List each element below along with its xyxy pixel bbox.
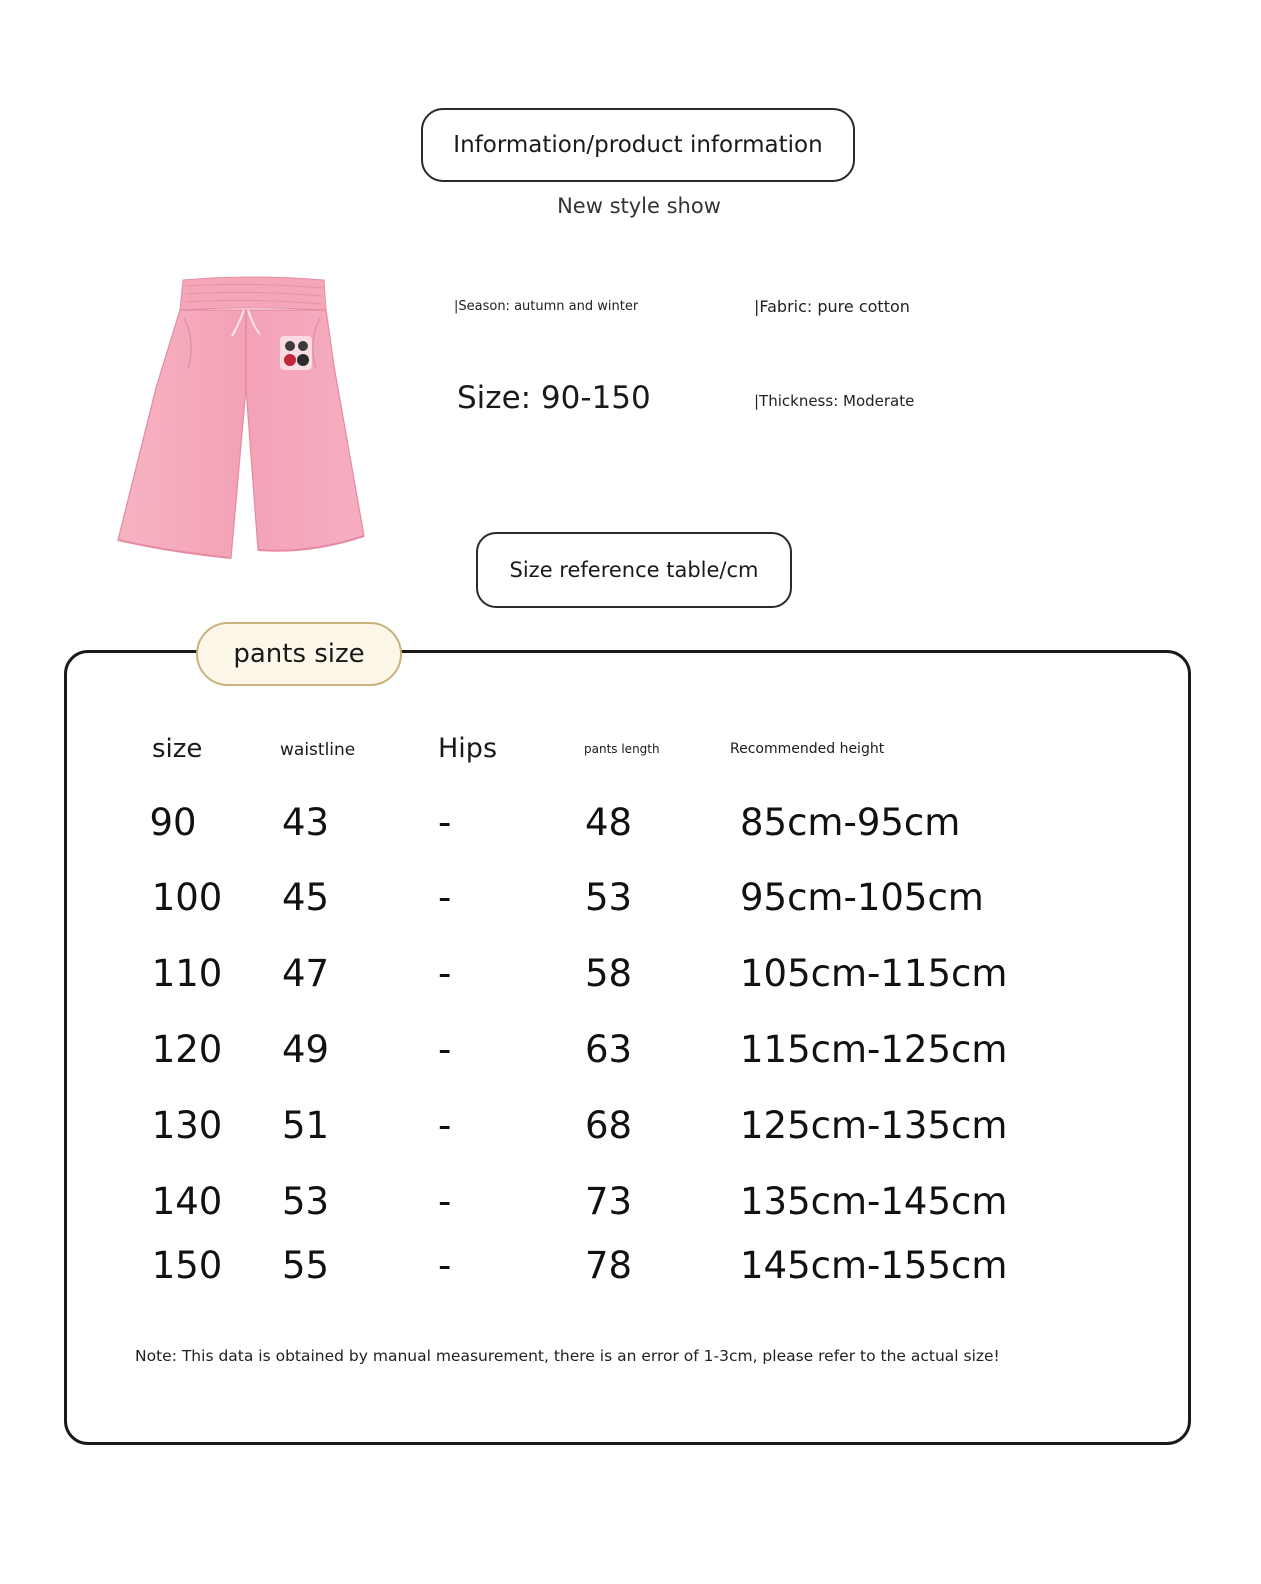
product-information-title: Information/product information — [453, 132, 823, 158]
table-row — [0, 952, 1261, 1012]
size-reference-title: Size reference table/cm — [509, 558, 759, 582]
size-cell: 150 — [151, 1244, 223, 1287]
thickness-spec: |Thickness: Moderate — [754, 392, 915, 410]
table-row — [0, 801, 1261, 861]
size-range-spec: Size: 90-150 — [457, 380, 651, 416]
pants-length-cell: 58 — [585, 952, 633, 995]
product-information-heading — [421, 108, 855, 182]
hips-cell: - — [438, 1244, 452, 1287]
table-row — [0, 1104, 1261, 1164]
size-cell: 90 — [149, 801, 197, 844]
new-style-subtitle: New style show — [557, 194, 721, 218]
waistline-cell: 53 — [282, 1180, 330, 1223]
hips-cell: - — [438, 1180, 452, 1223]
pants-length-cell: 53 — [585, 876, 633, 919]
waistline-cell: 45 — [282, 876, 330, 919]
recommended-height-cell: 95cm-105cm — [740, 876, 984, 919]
column-header-size: size — [152, 734, 203, 764]
recommended-height-cell: 125cm-135cm — [740, 1104, 1008, 1147]
hips-cell: - — [438, 801, 452, 844]
recommended-height-cell: 115cm-125cm — [740, 1028, 1008, 1071]
pants-length-cell: 48 — [585, 801, 633, 844]
column-header-pants-length: pants length — [584, 742, 660, 756]
size-reference-heading — [476, 532, 792, 608]
waistline-cell: 43 — [282, 801, 330, 844]
hips-cell: - — [438, 1104, 452, 1147]
size-cell: 140 — [151, 1180, 223, 1223]
column-header-waistline: waistline — [280, 740, 356, 760]
pants-length-cell: 78 — [585, 1244, 633, 1287]
hips-cell: - — [438, 952, 452, 995]
pants-length-cell: 68 — [585, 1104, 633, 1147]
table-row — [0, 1028, 1261, 1088]
season-spec: |Season: autumn and winter — [454, 299, 639, 314]
recommended-height-cell: 85cm-95cm — [740, 801, 961, 844]
waistline-cell: 47 — [282, 952, 330, 995]
column-header-recommended-height: Recommended height — [730, 741, 885, 757]
pants-size-label: pants size — [233, 639, 365, 669]
hips-cell: - — [438, 876, 452, 919]
column-header-hips: Hips — [438, 733, 498, 764]
table-row — [0, 1244, 1261, 1304]
table-row — [0, 876, 1261, 936]
hips-cell: - — [438, 1028, 452, 1071]
measurement-note: Note: This data is obtained by manual measurement, there is an error of 1-3cm, please refer to the actual size! — [135, 1347, 1000, 1365]
table-row — [0, 1180, 1261, 1240]
embroidery-patch-icon — [280, 336, 312, 370]
size-cell: 110 — [151, 952, 223, 995]
recommended-height-cell: 145cm-155cm — [740, 1244, 1008, 1287]
pants-size-tag — [196, 622, 402, 686]
waistline-cell: 51 — [282, 1104, 330, 1147]
size-cell: 130 — [151, 1104, 223, 1147]
pants-length-cell: 63 — [585, 1028, 633, 1071]
waistline-cell: 55 — [282, 1244, 330, 1287]
pink-wide-leg-pants-image — [110, 270, 372, 565]
pants-length-cell: 73 — [585, 1180, 633, 1223]
recommended-height-cell: 135cm-145cm — [740, 1180, 1008, 1223]
size-cell: 120 — [151, 1028, 223, 1071]
size-cell: 100 — [151, 876, 223, 919]
waistline-cell: 49 — [282, 1028, 330, 1071]
recommended-height-cell: 105cm-115cm — [740, 952, 1008, 995]
fabric-spec: |Fabric: pure cotton — [754, 297, 910, 316]
